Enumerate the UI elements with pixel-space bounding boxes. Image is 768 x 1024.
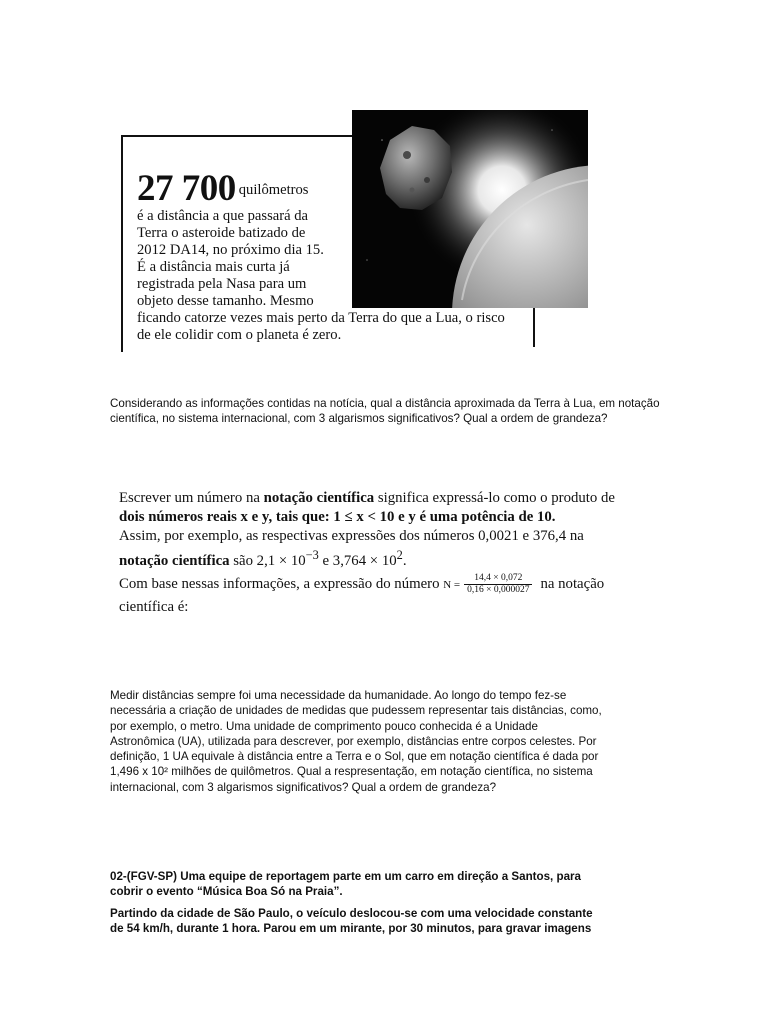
formula-fraction <box>464 573 532 596</box>
clipping-line: é a distância a que passará da <box>137 208 308 224</box>
clipping-frame-top <box>121 135 353 137</box>
sci-exponent: −3 <box>305 548 319 562</box>
question-2-line: Astronômica (UA), utilizada para descrever, por exemplo, distâncias entre corpos celestes. Por <box>110 734 597 748</box>
headline-line <box>137 168 557 209</box>
sci-line-2 <box>119 508 649 527</box>
question-1-text: Considerando as informações contidas na notícia, qual a distância aproximada da Terra à Lua, em notação científica, no sistema internacional, com 3 algarismos significativos? Qual a ordem de grandeza? <box>110 397 660 425</box>
clipping-frame-left <box>121 135 123 352</box>
clipping-line: 2012 DA14, no próximo dia 15. <box>137 242 324 258</box>
sci-line-1 <box>119 489 649 508</box>
sci-line-5 <box>119 573 649 596</box>
formula-denominator: 0,16 × 0,000027 <box>467 584 530 595</box>
sci-text: Com base nessas informações, a expressão do número <box>119 575 440 592</box>
sci-line-4 <box>119 546 649 571</box>
sci-text: e 3,764 × 10 <box>318 552 397 569</box>
sci-text: significa expressá-lo como o produto de <box>374 490 615 506</box>
sci-exponent: 2 <box>396 548 403 562</box>
fgv-line: 02-(FGV-SP) Uma equipe de reportagem parte em um carro em direção a Santos, para <box>110 870 581 883</box>
clipping-line: de ele colidir com o planeta é zero. <box>137 327 342 343</box>
sci-bold-text: notação científica <box>263 490 375 506</box>
fgv-question <box>110 870 650 944</box>
fgv-line: Partindo da cidade de São Paulo, o veículo deslocou-se com uma velocidade constante <box>110 907 593 920</box>
fgv-line: de 54 km/h, durante 1 hora. Parou em um mirante, por 30 minutos, para gravar imagens <box>110 921 592 935</box>
question-2-line: Medir distâncias sempre foi uma necessidade da humanidade. Ao longo do tempo fez-se <box>110 689 567 702</box>
clipping-line: Terra o asteroide batizado de <box>137 225 306 241</box>
question-2-line: necessária a criação de unidades de medidas que pudessem representar tais distâncias, como, <box>110 704 602 718</box>
clipping-line: É a distância mais curta já <box>137 259 290 275</box>
question-2-line: 1,496 x 10² milhões de quilômetros. Qual a respresentação, em notação científica, no sistema <box>110 765 593 779</box>
sci-text: científica é: <box>119 598 189 615</box>
sci-bold-text: dois números reais x e y, tais que: 1 ≤ x < 10 e y é uma potência de 10. <box>119 509 556 525</box>
sci-text: Escrever um número na <box>119 490 264 506</box>
fgv-line: cobrir o evento “Música Boa Só na Praia”. <box>110 884 343 898</box>
headline-number: 27 700 <box>137 168 236 209</box>
sci-line-6 <box>119 598 649 617</box>
sci-text: Assim, por exemplo, as respectivas expressões dos números 0,0021 e 376,4 na <box>119 528 584 544</box>
sci-text: são 2,1 × 10 <box>229 552 306 569</box>
formula-lhs: N = <box>443 578 461 591</box>
fgv-paragraph-2 <box>110 907 650 936</box>
clipping-line: objeto desse tamanho. Mesmo <box>137 293 314 309</box>
headline-unit: quilômetros <box>238 182 309 198</box>
question-2-line: definição, 1 UA equivale à distância entre a Terra e o Sol, que em notação científica é dada por <box>110 750 599 764</box>
question-2-line: internacional, com 3 algarismos significativos? Qual a ordem de grandeza? <box>110 780 497 794</box>
clipping-line: ficando catorze vezes mais perto da Terra do que a Lua, o risco <box>137 310 505 326</box>
sci-text: na notação <box>540 575 605 592</box>
news-clipping-text <box>137 168 557 344</box>
sci-text: . <box>402 552 407 569</box>
sci-line-3 <box>119 527 649 546</box>
clipping-line: registrada pela Nasa para um <box>137 276 307 292</box>
question-2-text <box>110 688 666 795</box>
question-2-line: por exemplo, o metro. Uma unidade de comprimento pouco conhecida é a Unidade <box>110 719 538 733</box>
fgv-paragraph-1 <box>110 870 650 899</box>
formula-numerator: 14,4 × 0,072 <box>464 573 532 585</box>
sci-bold-text: notação científica <box>119 552 230 569</box>
scientific-notation-excerpt <box>119 489 649 617</box>
